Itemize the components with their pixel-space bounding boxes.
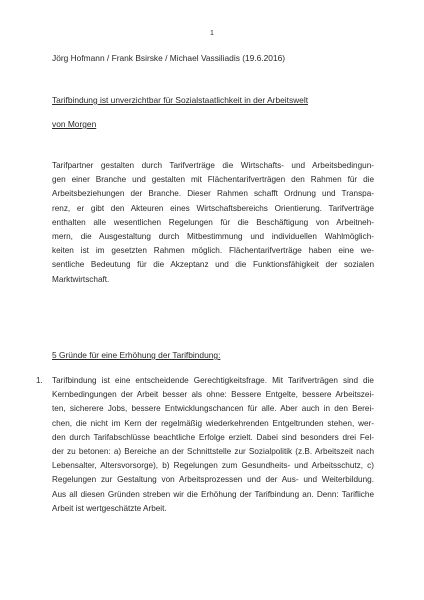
intro-line: sentliche Bedeutung für die Akzeptanz und die Funktionsfähigkeit der sozialen bbox=[52, 260, 374, 270]
list-item-line: Tarifbindung ist eine entscheidende Gerechtigkeitsfrage. Mit Tarifverträgen sind die bbox=[52, 376, 374, 385]
list-item-number: 1. bbox=[36, 376, 43, 385]
intro-paragraph bbox=[52, 159, 374, 287]
list-item-line: Aus all diesen Gründen streben wir die Erhöhung der Tarifbindung an. Denn: Tarifliche bbox=[52, 489, 374, 499]
list-item-line: Arbeit ist wertgeschätzte Arbeit. bbox=[52, 503, 167, 513]
list-item-line: Regelungen zur Gestaltung von Arbeitsprozessen und der Aus- und Weiterbildung. bbox=[52, 475, 374, 485]
page-number: 1 bbox=[210, 30, 214, 37]
reasons-subheading: 5 Gründe für eine Erhöhung der Tarifbindung: bbox=[52, 350, 221, 360]
list-item-line: Kernbedingungen der Arbeit besser als ohne: Bessere Entgelte, bessere Arbeitszei- bbox=[52, 390, 374, 400]
document-title-continued: von Morgen bbox=[52, 119, 97, 129]
list-item-line: den durch Tarifabschlüsse beachtliche Erfolge erzielt. Dabei sind besonders drei Fel- bbox=[52, 432, 374, 442]
list-item-line: chen, die nicht im Kern der regelmäßig wiederkehrenden Entgeltrunden stehen, wer- bbox=[52, 418, 374, 428]
intro-line: gen einer Branche und gestalten mit Flächentarifverträgen den Rahmen für die bbox=[52, 175, 374, 185]
list-item-line: Lebensalter, Altersvorsorge), b) Regelungen zum Gesundheits- und Arbeitsschutz, c) bbox=[52, 461, 374, 471]
intro-line: keiten ist im gesetzten Rahmen möglich. Flächentarifverträge haben eine we- bbox=[52, 246, 374, 256]
intro-line: renz, er gibt den Akteuren eines Wirtschaftsbereichs Orientierung. Tarifverträge bbox=[52, 203, 374, 213]
list-item-line: der zu betonen: a) Bereiche an der Schnittstelle zur Sozialpolitik (z.B. Arbeitszeit nach bbox=[52, 446, 374, 456]
list-item bbox=[52, 374, 374, 516]
document-title: Tarifbindung ist unverzichtbar für Sozialstaatlichkeit in der Arbeitswelt bbox=[52, 95, 309, 105]
intro-line: enthalten alle wesentlichen Regelungen für die Beschäftigung von Arbeitneh- bbox=[52, 217, 374, 227]
authors-line: Jörg Hofmann / Frank Bsirske / Michael Vassiliadis (19.6.2016) bbox=[52, 53, 286, 63]
intro-line: Marktwirtschaft. bbox=[52, 274, 110, 284]
intro-line: mern, die Ausgestaltung durch Mitbestimmung und individuellen Wahlmöglich- bbox=[52, 231, 374, 241]
list-item-line: ten, sicherere Jobs, bessere Entwicklungschancen für alle. Aber auch in den Berei- bbox=[52, 404, 374, 414]
intro-line: Arbeitsbeziehungen der Branche. Dieser Rahmen schafft Ordnung und Transpa- bbox=[52, 189, 374, 199]
intro-line: Tarifpartner gestalten durch Tarifverträge die Wirtschafts- und Arbeitsbedingun- bbox=[52, 161, 374, 170]
